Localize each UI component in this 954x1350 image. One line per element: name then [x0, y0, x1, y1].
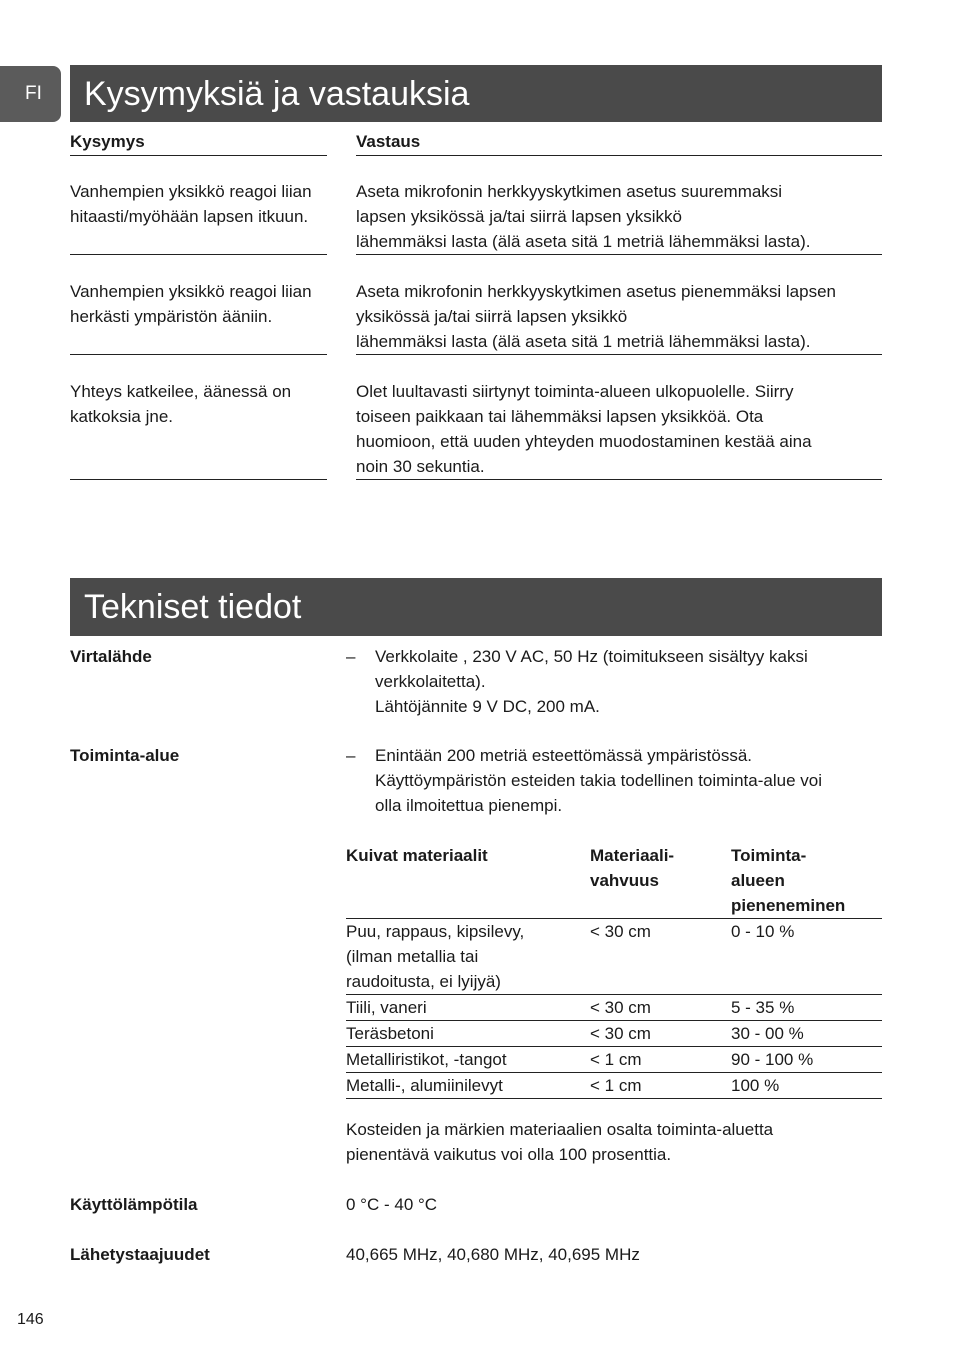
header-material — [346, 843, 590, 919]
header-line: Materiaali- — [590, 846, 675, 865]
answer-line: lähemmäksi lasta (älä aseta sitä 1 metriä lähemmäksi lasta). — [356, 332, 811, 351]
table-row — [346, 1047, 882, 1073]
header-line: Kuivat materiaalit — [346, 846, 488, 865]
note-line: Kosteiden ja märkien materiaalien osalta toiminta-aluetta — [346, 1120, 774, 1139]
answer-line: Aseta mikrofonin herkkyyskytkimen asetus suuremmaksi — [356, 182, 783, 201]
answer-line: toiseen paikkaan tai lähemmäksi lapsen yksikköä. Ota — [356, 407, 764, 426]
material-cell: Teräsbetoni — [346, 1021, 590, 1047]
material-line: (ilman metallia tai — [346, 947, 479, 966]
header-line: pieneneminen — [731, 896, 846, 915]
spec-label-frequencies: Lähetystaajuudet — [70, 1245, 210, 1264]
reduction-cell: 100 % — [731, 1073, 882, 1099]
spec-value-frequencies: 40,665 MHz, 40,680 MHz, 40,695 MHz — [346, 1245, 640, 1264]
spec-label-range: Toiminta-alue — [70, 746, 180, 765]
header-line: Toiminta- — [731, 846, 807, 865]
answer-column-header: Vastaus — [356, 131, 882, 156]
thickness-cell: < 30 cm — [590, 919, 731, 995]
table-row — [346, 919, 882, 995]
table-row — [346, 1073, 882, 1099]
answer-line: lapsen yksikössä ja/tai siirrä lapsen yksikkö — [356, 207, 682, 226]
qa-question: Vanhempien yksikkö reagoi liian hitaasti/myöhään lapsen itkuun. — [70, 179, 327, 255]
spec-line: Verkkolaite , 230 V AC, 50 Hz (toimitukseen sisältyy kaksi — [375, 647, 808, 666]
spec-line: Lähtöjännite 9 V DC, 200 mA. — [375, 697, 600, 716]
material-cell: Metalliristikot, -tangot — [346, 1047, 590, 1073]
section-title-qa: Kysymyksiä ja vastauksia — [70, 65, 882, 122]
bullet-dash: – — [346, 647, 356, 666]
page-number: 146 — [17, 1311, 44, 1328]
table-header-row — [346, 843, 882, 919]
qa-answer — [356, 179, 882, 255]
answer-line: lähemmäksi lasta (älä aseta sitä 1 metriä lähemmäksi lasta). — [356, 232, 811, 251]
material-cell: Metalli-, alumiinilevyt — [346, 1073, 590, 1099]
materials-table — [346, 843, 882, 1099]
reduction-cell: 90 - 100 % — [731, 1047, 882, 1073]
spec-line: verkkolaitetta). — [375, 672, 486, 691]
spec-value-power — [375, 644, 885, 719]
spec-line: Enintään 200 metriä esteettömässä ympäristössä. — [375, 746, 753, 765]
section-title-specs: Tekniset tiedot — [70, 578, 882, 636]
thickness-cell: < 30 cm — [590, 1021, 731, 1047]
reduction-cell: 30 - 00 % — [731, 1021, 882, 1047]
answer-line: Olet luultavasti siirtynyt toiminta-alueen ulkopuolelle. Siirry — [356, 382, 794, 401]
spec-label-power: Virtalähde — [70, 647, 152, 666]
answer-line: yksikössä ja/tai siirrä lapsen yksikkö — [356, 307, 628, 326]
material-line: raudoitusta, ei lyijyä) — [346, 972, 501, 991]
header-reduction — [731, 843, 882, 919]
material-line: Puu, rappaus, kipsilevy, — [346, 922, 525, 941]
spec-label-temperature: Käyttölämpötila — [70, 1195, 198, 1214]
qa-question: Vanhempien yksikkö reagoi liian herkästi ympäristön ääniin. — [70, 279, 327, 355]
qa-answer — [356, 379, 882, 480]
answer-line: huomioon, että uuden yhteyden muodostaminen kestää aina — [356, 432, 812, 451]
thickness-cell: < 30 cm — [590, 995, 731, 1021]
header-thickness — [590, 843, 731, 919]
thickness-cell: < 1 cm — [590, 1073, 731, 1099]
header-line: vahvuus — [590, 871, 659, 890]
answer-line: noin 30 sekuntia. — [356, 457, 485, 476]
qa-question: Yhteys katkeilee, äänessä on katkoksia jne. — [70, 379, 327, 480]
note-line: pienentävä vaikutus voi olla 100 prosenttia. — [346, 1145, 672, 1164]
spec-value-temperature: 0 °C - 40 °C — [346, 1195, 438, 1214]
reduction-cell: 0 - 10 % — [731, 919, 882, 995]
spec-line: olla ilmoitettua pienempi. — [375, 796, 563, 815]
thickness-cell: < 1 cm — [590, 1047, 731, 1073]
wet-materials-note — [346, 1117, 886, 1167]
reduction-cell: 5 - 35 % — [731, 995, 882, 1021]
spec-value-range — [375, 743, 885, 818]
question-column-header: Kysymys — [70, 131, 327, 156]
language-tab: FI — [0, 66, 61, 122]
spec-line: Käyttöympäristön esteiden takia todellinen toiminta-alue voi — [375, 771, 822, 790]
bullet-dash: – — [346, 746, 356, 765]
qa-answer — [356, 279, 882, 355]
table-row — [346, 1021, 882, 1047]
table-row — [346, 995, 882, 1021]
header-line: alueen — [731, 871, 785, 890]
material-cell — [346, 919, 590, 995]
material-cell: Tiili, vaneri — [346, 995, 590, 1021]
answer-line: Aseta mikrofonin herkkyyskytkimen asetus pienemmäksi lapsen — [356, 282, 836, 301]
